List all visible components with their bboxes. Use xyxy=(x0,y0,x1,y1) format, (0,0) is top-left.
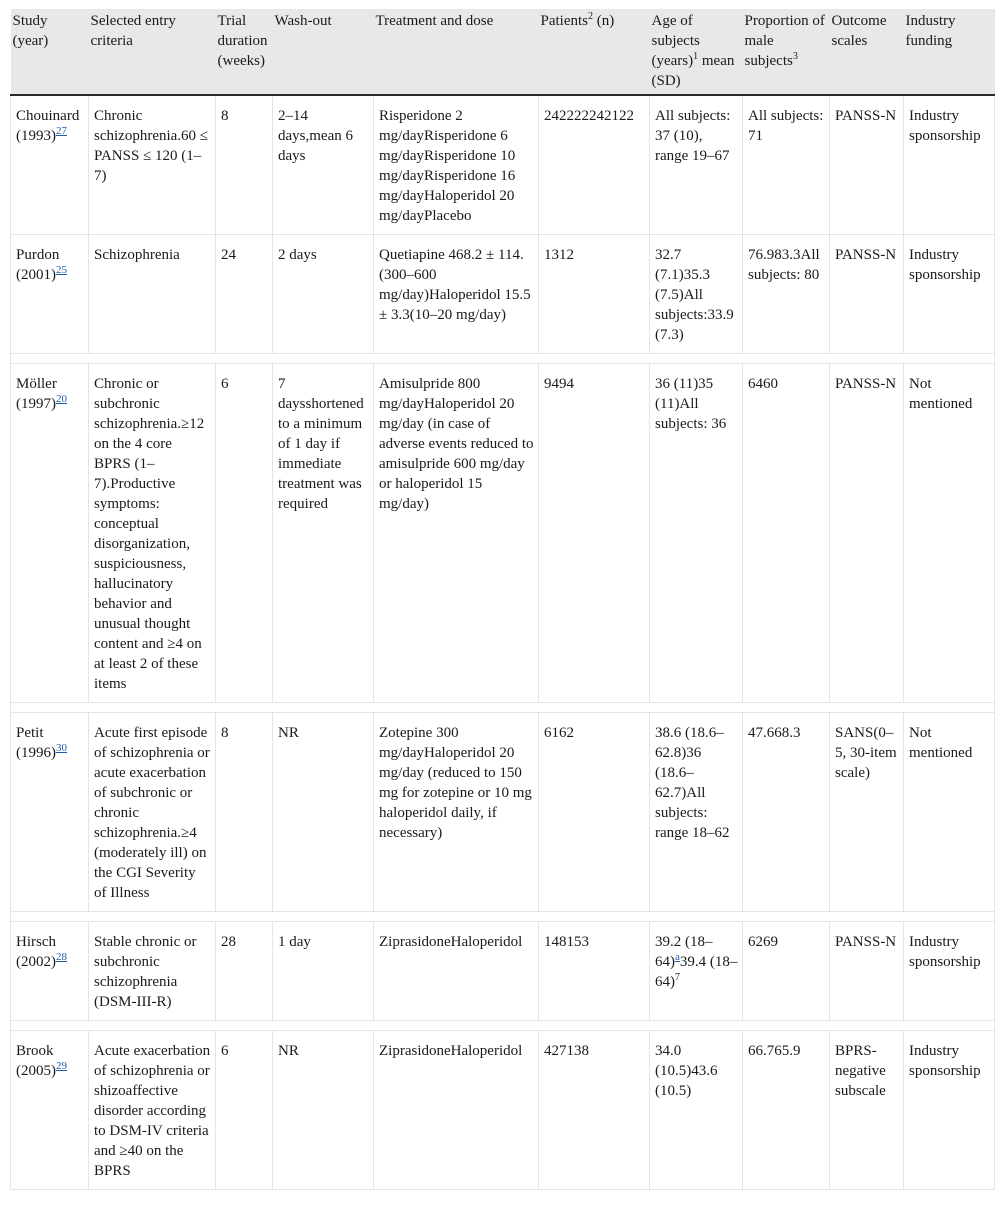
cell-outcome: PANSS-N xyxy=(830,364,904,703)
table-row xyxy=(11,1031,995,1190)
cell-washout: NR xyxy=(273,1031,374,1190)
cell-washout: 7 daysshortened to a minimum of 1 day if immediate treatment was required xyxy=(273,364,374,703)
study-name: Chouinard (1993) xyxy=(16,108,80,144)
header-patients xyxy=(539,9,650,95)
table-row xyxy=(11,95,995,235)
table-row xyxy=(11,364,995,703)
header-patients-footnote: 2 xyxy=(588,11,593,22)
cell-funding: Not mentioned xyxy=(904,713,995,912)
study-name: Brook (2005) xyxy=(16,1043,56,1079)
cell-criteria: Chronic schizophrenia.60 ≤ PANSS ≤ 120 (1–7) xyxy=(89,95,216,235)
cell-age: 36 (11)35 (11)All subjects: 36 xyxy=(650,364,743,703)
cell-washout: 2–14 days,mean 6 days xyxy=(273,95,374,235)
cell-patients: 6162 xyxy=(539,713,650,912)
reference-link[interactable]: 29 xyxy=(56,1060,67,1072)
reference-link[interactable]: 30 xyxy=(56,742,67,754)
age-value-a: 39.2 (18–64) xyxy=(655,934,713,970)
cell-outcome: PANSS-N xyxy=(830,235,904,354)
header-row xyxy=(11,9,995,95)
cell-duration: 8 xyxy=(216,95,273,235)
cell-funding: Industry sponsorship xyxy=(904,95,995,235)
cell-treatment: Zotepine 300 mg/dayHaloperidol 20 mg/day (reduced to 150 mg for zotepine or 10 mg haloperidol daily, if necessary) xyxy=(374,713,539,912)
cell-study xyxy=(11,922,89,1021)
cell-funding: Industry sponsorship xyxy=(904,1031,995,1190)
cell-male: 6460 xyxy=(743,364,830,703)
cell-age: 32.7 (7.1)35.3 (7.5)All subjects:33.9 (7.3) xyxy=(650,235,743,354)
cell-criteria: Schizophrenia xyxy=(89,235,216,354)
cell-male: 47.668.3 xyxy=(743,713,830,912)
cell-funding: Industry sponsorship xyxy=(904,235,995,354)
spacer-cell xyxy=(11,703,995,713)
spacer-cell xyxy=(11,1021,995,1031)
age-value-b: 39.4 (18–64) xyxy=(655,954,738,990)
cell-treatment: Risperidone 2 mg/dayRisperidone 6 mg/dayRisperidone 10 mg/dayRisperidone 16 mg/dayHaloperidol 20 mg/dayPlacebo xyxy=(374,95,539,235)
cell-criteria: Stable chronic or subchronic schizophrenia (DSM-III-R) xyxy=(89,922,216,1021)
spacer-cell xyxy=(11,912,995,922)
header-criteria: Selected entry criteria xyxy=(89,9,216,95)
header-patients-unit: (n) xyxy=(593,13,615,29)
spacer-cell xyxy=(11,354,995,364)
cell-washout: NR xyxy=(273,713,374,912)
header-patients-label: Patients xyxy=(540,13,588,29)
table-container xyxy=(10,9,994,1190)
header-age-label: Age of subjects (years) xyxy=(651,13,700,69)
header-funding: Industry funding xyxy=(904,9,995,95)
cell-male: All subjects: 71 xyxy=(743,95,830,235)
row-spacer xyxy=(11,912,995,922)
cell-age: 34.0 (10.5)43.6 (10.5) xyxy=(650,1031,743,1190)
cell-patients: 242222242122 xyxy=(539,95,650,235)
study-name: Purdon (2001) xyxy=(16,247,60,283)
study-name: Petit (1996) xyxy=(16,725,56,761)
cell-study xyxy=(11,235,89,354)
cell-study xyxy=(11,713,89,912)
cell-male: 6269 xyxy=(743,922,830,1021)
cell-treatment: ZiprasidoneHaloperidol xyxy=(374,922,539,1021)
study-name: Hirsch (2002) xyxy=(16,934,56,970)
cell-outcome: SANS(0–5, 30-item scale) xyxy=(830,713,904,912)
reference-link[interactable]: 25 xyxy=(56,264,67,276)
cell-male: 76.983.3All subjects: 80 xyxy=(743,235,830,354)
header-washout: Wash-out xyxy=(273,9,374,95)
header-treatment: Treatment and dose xyxy=(374,9,539,95)
table-row xyxy=(11,922,995,1021)
cell-age: All subjects: 37 (10), range 19–67 xyxy=(650,95,743,235)
cell-funding: Industry sponsorship xyxy=(904,922,995,1021)
header-male xyxy=(743,9,830,95)
cell-study xyxy=(11,364,89,703)
table-row xyxy=(11,713,995,912)
cell-patients: 1312 xyxy=(539,235,650,354)
cell-duration: 24 xyxy=(216,235,273,354)
cell-male: 66.765.9 xyxy=(743,1031,830,1190)
reference-link[interactable]: 20 xyxy=(56,393,67,405)
cell-criteria: Acute first episode of schizophrenia or acute exacerbation of subchronic or chronic schizophrenia.≥4 (moderately ill) on the CGI Severity of Illness xyxy=(89,713,216,912)
cell-treatment: Amisulpride 800 mg/dayHaloperidol 20 mg/day (in case of adverse events reduced to amisulpride 600 mg/day or haloperidol 15 mg/day) xyxy=(374,364,539,703)
reference-link[interactable]: 27 xyxy=(56,125,67,137)
header-outcome: Outcome scales xyxy=(830,9,904,95)
age-footnote-link[interactable]: a xyxy=(675,951,680,963)
cell-outcome: PANSS-N xyxy=(830,95,904,235)
header-study: Study (year) xyxy=(11,9,89,95)
table-row xyxy=(11,235,995,354)
cell-funding: Not mentioned xyxy=(904,364,995,703)
cell-washout: 1 day xyxy=(273,922,374,1021)
cell-patients: 9494 xyxy=(539,364,650,703)
study-name: Möller (1997) xyxy=(16,376,57,412)
header-age xyxy=(650,9,743,95)
cell-age: 38.6 (18.6–62.8)36 (18.6–62.7)All subjects: range 18–62 xyxy=(650,713,743,912)
header-male-label: Proportion of male subjects xyxy=(744,13,825,69)
cell-treatment: ZiprasidoneHaloperidol xyxy=(374,1031,539,1190)
cell-study xyxy=(11,1031,89,1190)
row-spacer xyxy=(11,1021,995,1031)
cell-study xyxy=(11,95,89,235)
cell-duration: 6 xyxy=(216,364,273,703)
cell-age xyxy=(650,922,743,1021)
age-footnote: 7 xyxy=(675,972,680,983)
header-male-footnote: 3 xyxy=(792,51,798,62)
cell-duration: 8 xyxy=(216,713,273,912)
header-age-unit: mean (SD) xyxy=(651,53,735,89)
cell-duration: 28 xyxy=(216,922,273,1021)
cell-duration: 6 xyxy=(216,1031,273,1190)
row-spacer xyxy=(11,703,995,713)
header-age-footnote: 1 xyxy=(693,51,699,62)
cell-patients: 427138 xyxy=(539,1031,650,1190)
cell-treatment: Quetiapine 468.2 ± 114.(300–600 mg/day)Haloperidol 15.5 ± 3.3(10–20 mg/day) xyxy=(374,235,539,354)
cell-outcome: BPRS-negative subscale xyxy=(830,1031,904,1190)
reference-link[interactable]: 28 xyxy=(56,951,67,963)
cell-outcome: PANSS-N xyxy=(830,922,904,1021)
cell-criteria: Acute exacerbation of schizophrenia or shizoaffective disorder according to DSM-IV criteria and ≥40 on the BPRS xyxy=(89,1031,216,1190)
cell-patients: 148153 xyxy=(539,922,650,1021)
row-spacer xyxy=(11,354,995,364)
cell-criteria: Chronic or subchronic schizophrenia.≥12 on the 4 core BPRS (1–7).Productive symptoms: conceptual disorganization, suspiciousness, hallucinatory behavior and unusual thought content and ≥4 on at least 2 of these items xyxy=(89,364,216,703)
studies-table xyxy=(10,9,995,1190)
cell-washout: 2 days xyxy=(273,235,374,354)
header-duration: Trial duration (weeks) xyxy=(216,9,273,95)
